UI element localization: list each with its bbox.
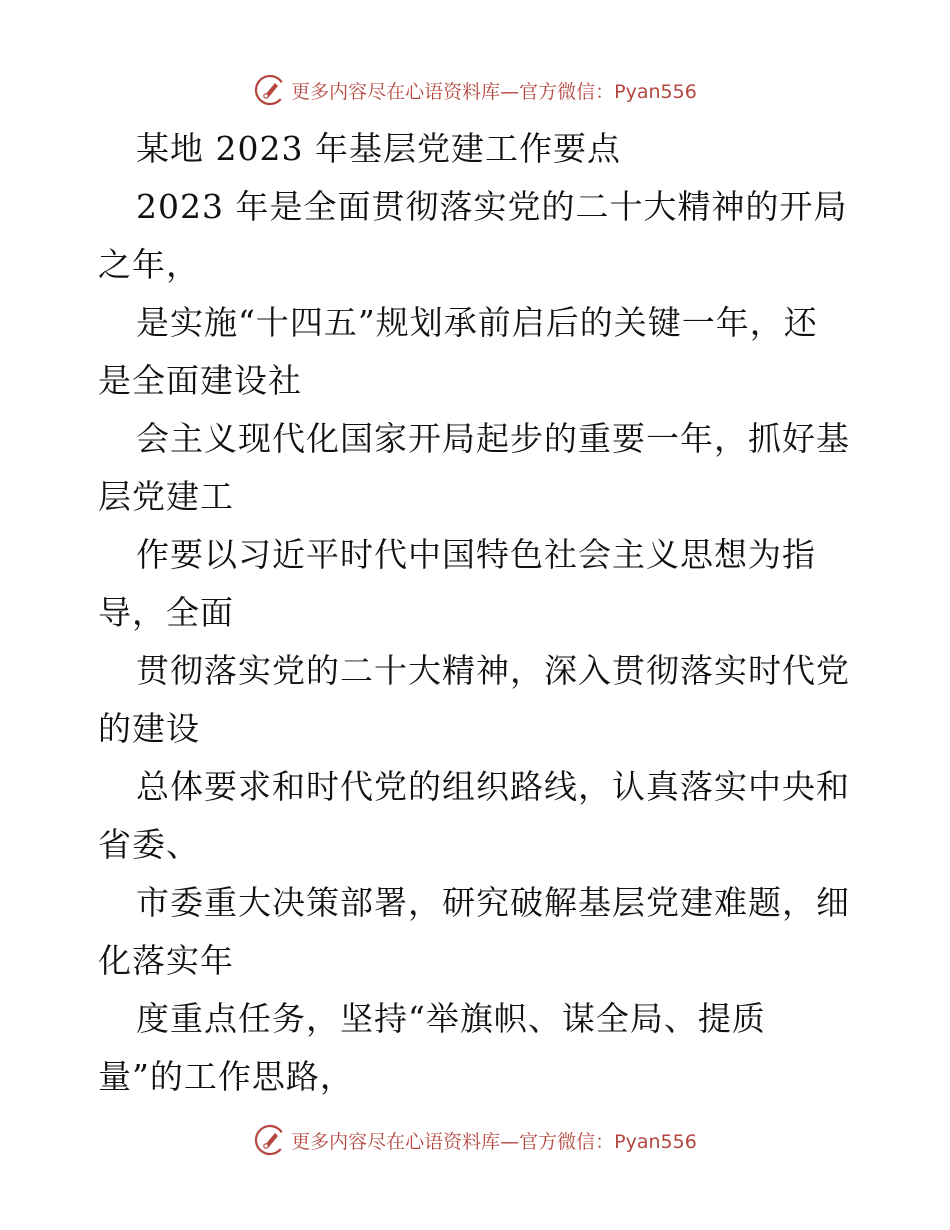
footer-watermark	[0, 1120, 950, 1160]
paragraph-line: 总体要求和时代党的组织路线，认真落实中央和	[136, 767, 850, 806]
header-watermark	[0, 70, 950, 110]
pen-nib-icon	[253, 1123, 287, 1157]
watermark-text: 更多内容尽在心语资料库—官方微信：Pyan556	[291, 1130, 697, 1153]
paragraph-line: 的建设	[98, 709, 200, 748]
paragraph-line: 贯彻落实党的二十大精神，深入贯彻落实时代党	[136, 651, 850, 690]
paragraph-line: 导，全面	[98, 593, 234, 632]
paragraph-line: 省委、	[98, 825, 200, 864]
paragraph-line: 会主义现代化国家开局起步的重要一年，抓好基	[136, 419, 850, 458]
paragraph-line: 量”的工作思路，	[98, 1057, 354, 1096]
paragraph-line: 层党建工	[98, 477, 234, 516]
pen-nib-icon	[253, 73, 287, 107]
paragraph-line: 化落实年	[98, 941, 234, 980]
paragraph-line: 是全面建设社	[98, 361, 302, 400]
paragraph-line: 之年，	[98, 245, 200, 284]
paragraph-line: 是实施“十四五”规划承前启后的关键一年，还	[136, 303, 818, 342]
paragraph-line: 作要以习近平时代中国特色社会主义思想为指	[136, 535, 816, 574]
document-title: 某地 2023 年基层党建工作要点	[136, 129, 621, 168]
paragraph-line: 度重点任务，坚持“举旗帜、谋全局、提质	[136, 999, 766, 1038]
watermark-text: 更多内容尽在心语资料库—官方微信：Pyan556	[291, 80, 697, 103]
paragraph-line: 市委重大决策部署，研究破解基层党建难题，细	[136, 883, 850, 922]
document-body	[98, 120, 858, 1106]
paragraph-line: 2023 年是全面贯彻落实党的二十大精神的开局	[136, 187, 848, 226]
